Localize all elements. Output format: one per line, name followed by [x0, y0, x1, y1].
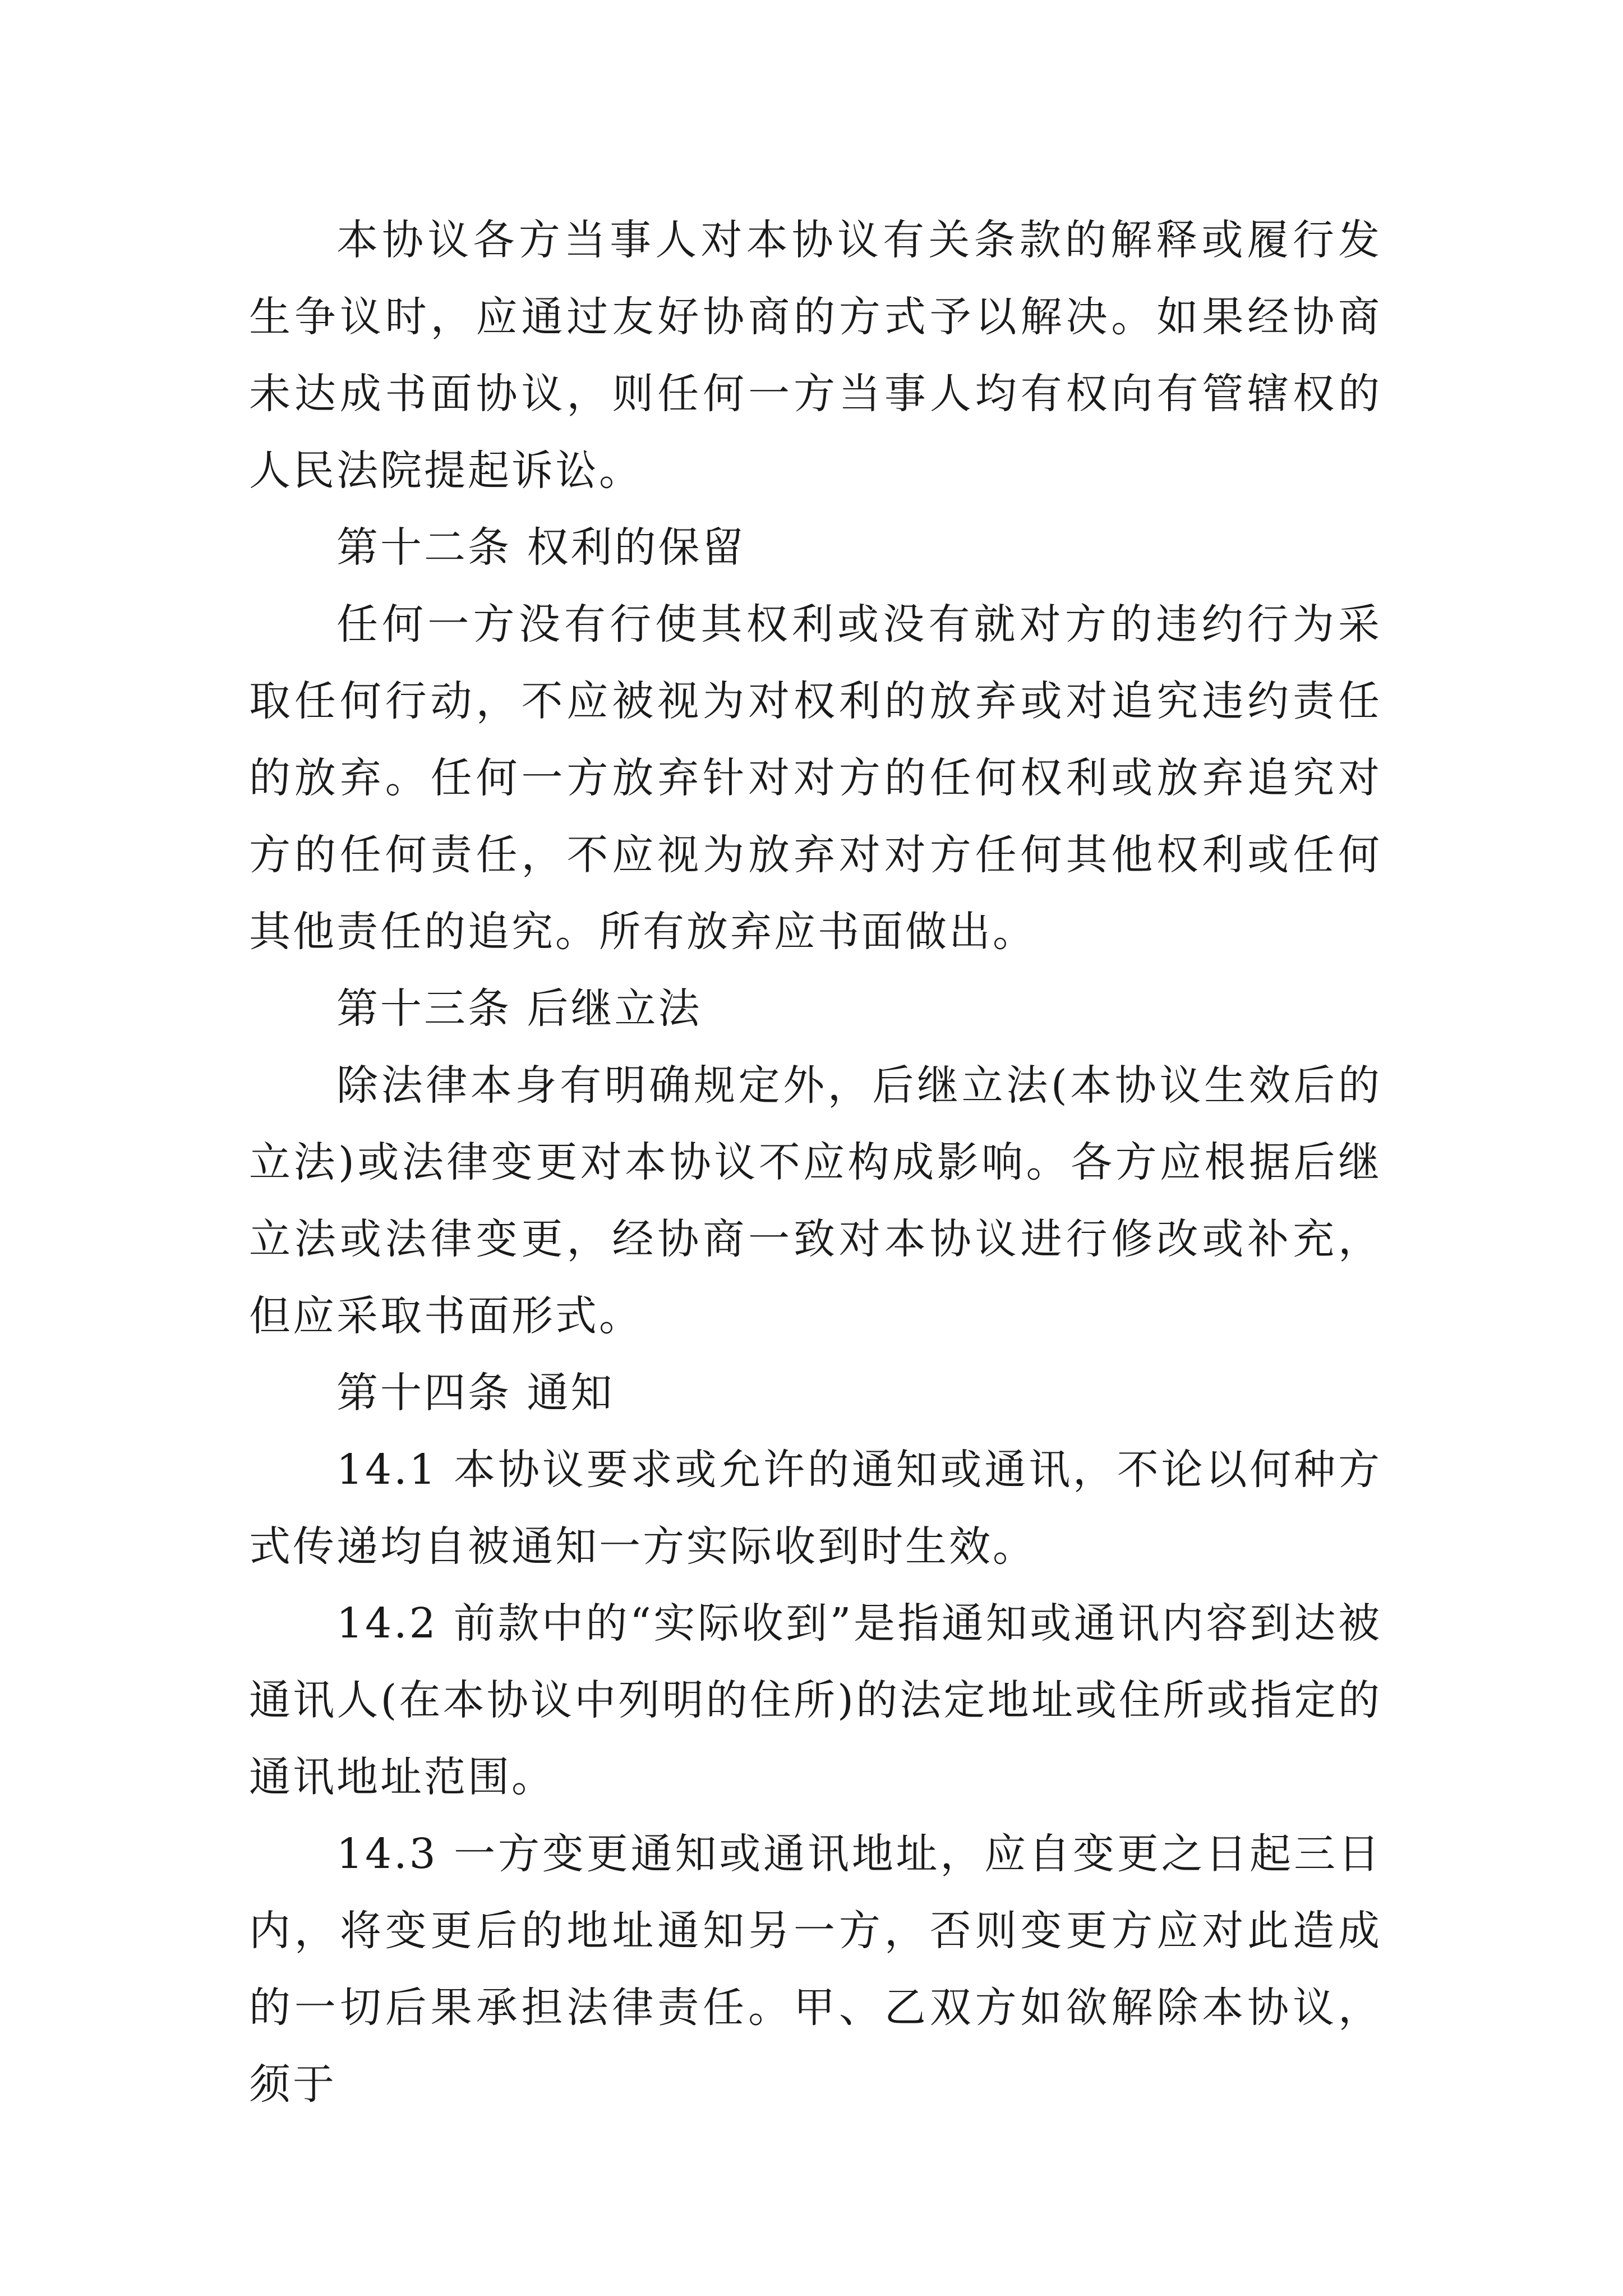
article-14-heading: 第十四条 通知	[336, 1369, 615, 1417]
paragraph-14-3: 14.3 一方变更通知或通讯地址，应自变更之日起三日内，将变更后的地址通知另一方，否则变更方应对此造成的一切后果承担法律责任。甲、乙双方如欲解除本协议，须于	[249, 1830, 1382, 2109]
document-body	[249, 202, 1382, 2123]
paragraph-dispute-resolution: 本协议各方当事人对本协议有关条款的解释或履行发生争议时，应通过友好协商的方式予以解决。如果经协商未达成书面协议，则任何一方当事人均有权向有管辖权的人民法院提起诉讼。	[249, 216, 1382, 495]
paragraph-subsequent-legislation: 除法律本身有明确规定外，后继立法(本协议生效后的立法)或法律变更对本协议不应构成影响。各方应根据后继立法或法律变更，经协商一致对本协议进行修改或补充，但应采取书面形式。	[249, 1061, 1382, 1340]
article-12-heading: 第十二条 权利的保留	[336, 523, 746, 572]
paragraph-14-1: 14.1 本协议要求或允许的通知或通讯，不论以何种方式传递均自被通知一方实际收到时生效。	[249, 1446, 1382, 1571]
paragraph-14-2: 14.2 前款中的“实际收到”是指通知或通讯内容到达被通讯人(在本协议中列明的住所)的法定地址或住所或指定的通讯地址范围。	[249, 1599, 1382, 1801]
article-13-heading: 第十三条 后继立法	[336, 984, 702, 1033]
paragraph-reservation-of-rights: 任何一方没有行使其权利或没有就对方的违约行为采取任何行动，不应被视为对权利的放弃或对追究违约责任的放弃。任何一方放弃针对对方的任何权利或放弃追究对方的任何责任，不应视为放弃对对方任何其他权利或任何其他责任的追究。所有放弃应书面做出。	[249, 600, 1382, 956]
